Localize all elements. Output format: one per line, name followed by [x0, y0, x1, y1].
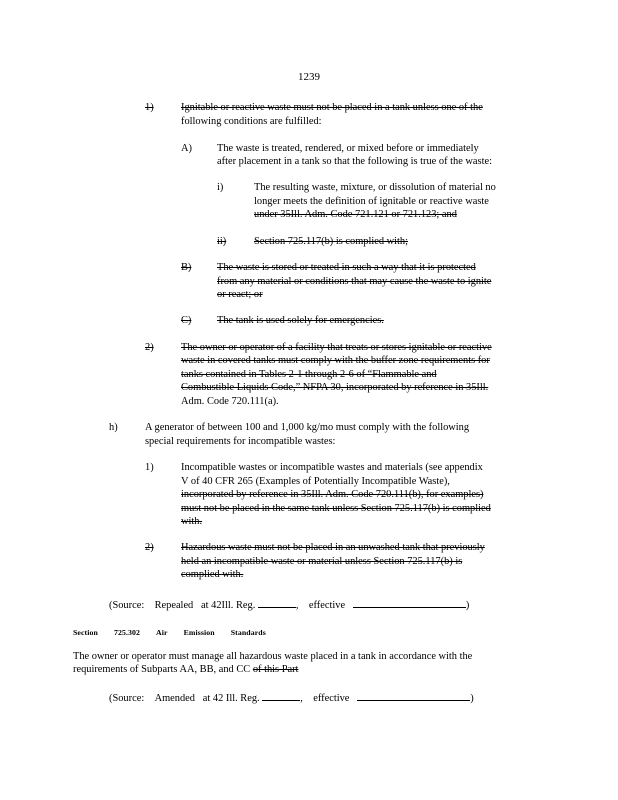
item-label: i): [217, 182, 224, 193]
item-label: C): [181, 315, 192, 326]
item-text: The waste is treated, rendered, or mixed before or immediately: [217, 143, 479, 154]
item-label: h): [109, 422, 118, 433]
blank-line: [262, 690, 300, 701]
item-text: Incompatible wastes or incompatible wastes and materials (see appendix: [181, 462, 483, 473]
item-label: 2): [145, 542, 154, 553]
item-text: special requirements for incompatible wastes:: [145, 436, 336, 447]
item-text: A generator of between 100 and 1,000 kg/mo must comply with the following: [145, 422, 470, 433]
blank-line: [357, 690, 470, 701]
source-note-amended: (Source: Amended at 42 Ill. Reg. , effective ): [109, 690, 474, 706]
item-label: 1): [145, 462, 154, 473]
item-text: must not be placed in the same tank unless Section 725.117(b) is complied: [181, 503, 491, 514]
item-text: Section 725.117(b) is complied with;: [254, 236, 409, 247]
item-text: under 35Ill. Adm. Code 721.121 or 721.123; and: [254, 209, 457, 220]
item-label: ii): [217, 236, 227, 247]
source-note-repealed: (Source: Repealed at 42Ill. Reg. , effective ): [109, 597, 469, 613]
page-number: 1239: [298, 71, 320, 83]
item-text: The tank is used solely for emergencies.: [217, 315, 384, 326]
item-text: with.: [181, 516, 203, 527]
item-text: Adm. Code 720.111(a).: [181, 396, 279, 407]
item-label: 2): [145, 342, 154, 353]
blank-line: [353, 597, 466, 608]
item-text: held an incompatible waste or material unless Section 725.117(b) is: [181, 556, 463, 567]
item-text: Ignitable or reactive waste must not be placed in a tank unless one of the: [181, 102, 483, 113]
item-text: The owner or operator of a facility that treats or stores ignitable or reactive: [181, 342, 492, 353]
item-text: after placement in a tank so that the following is true of the waste:: [217, 156, 492, 167]
item-text: waste in covered tanks must comply with the buffer zone requirements for: [181, 355, 490, 366]
section-heading: Section 725.302 Air Emission Standards: [73, 628, 266, 637]
item-text: incorporated by reference in 35Ill. Adm. Code 720.111(b), for examples): [181, 489, 484, 500]
item-text: complied with.: [181, 569, 244, 580]
item-text: from any material or conditions that may cause the waste to ignite: [217, 276, 492, 287]
item-text: V of 40 CFR 265 (Examples of Potentially Incompatible Waste),: [181, 476, 450, 487]
item-label: A): [181, 143, 192, 154]
item-text: Combustible Liquids Code,” NFPA 30, incorporated by reference in 35Ill.: [181, 382, 489, 393]
item-text: The waste is stored or treated in such a way that it is protected: [217, 262, 476, 273]
item-label: 1): [145, 102, 154, 113]
item-text: tanks contained in Tables 2-1 through 2-6 of “Flammable and: [181, 369, 437, 380]
item-text: The resulting waste, mixture, or dissolution of material no: [254, 182, 496, 193]
item-text: Hazardous waste must not be placed in an unwashed tank that previously: [181, 542, 485, 553]
item-text: longer meets the definition of ignitable or reactive waste: [254, 196, 489, 207]
body-text: requirements of Subparts AA, BB, and CC of this Part: [73, 664, 299, 675]
body-text: The owner or operator must manage all hazardous waste placed in a tank in accordance with the: [73, 651, 473, 662]
item-text: following conditions are fulfilled:: [181, 116, 322, 127]
item-text: or react; or: [217, 289, 263, 300]
blank-line: [258, 597, 296, 608]
item-label: B): [181, 262, 192, 273]
